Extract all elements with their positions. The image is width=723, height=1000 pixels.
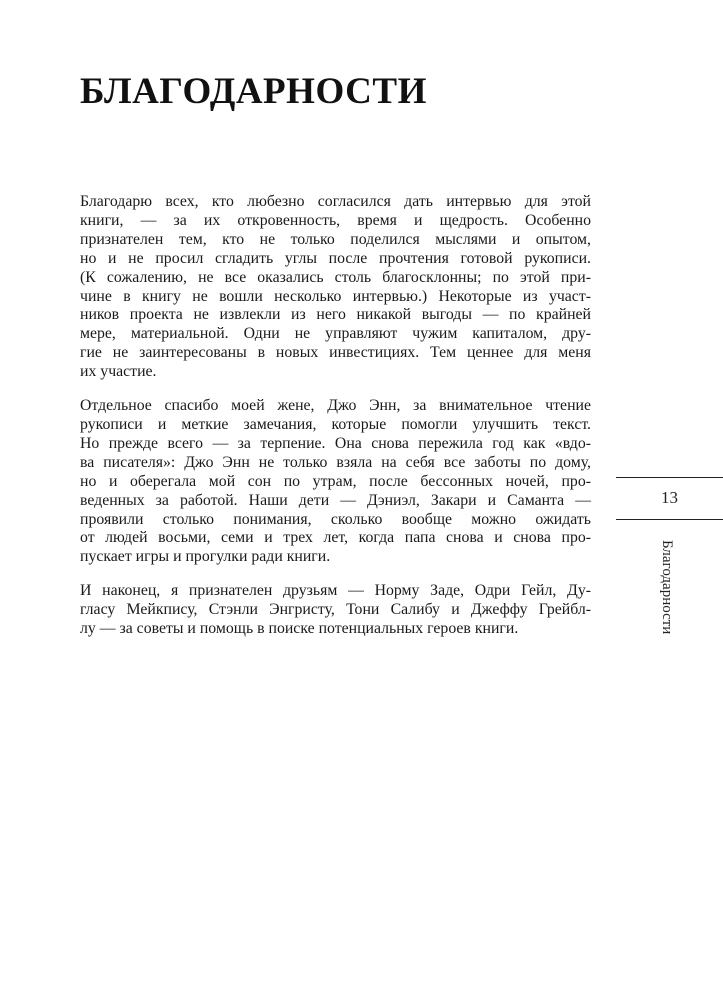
text-line: ва писателя»: Джо Энн не только взяла на себя все заботы по дому,: [80, 453, 591, 471]
text-line: проявили столько понимания, сколько вообще можно ожидать: [80, 510, 591, 528]
page-number-rule-top: [616, 477, 723, 478]
text-line: И наконец, я признателен друзьям — Норму Заде, Одри Гейл, Ду-: [80, 582, 591, 600]
text-line: лу — за советы и помощь в поиске потенциальных героев книги.: [80, 620, 519, 638]
text-line: чине в книгу не вошли несколько интервью.) Некоторые из участ-: [80, 287, 591, 305]
page-number-rule-bottom: [616, 519, 723, 520]
text-line: рукописи и меткие замечания, которые помогли улучшить текст.: [80, 415, 591, 433]
text-line: книги, — за их откровенность, время и щедрость. Особенно: [80, 211, 591, 229]
text-line: пускает игры и прогулки ради книги.: [80, 548, 331, 566]
page-number: 13: [661, 488, 678, 507]
text-line: но и не просил сгладить углы после прочтения готовой рукописи.: [80, 249, 591, 267]
text-line: гие не заинтересованы в новых инвестициях. Тем ценнее для меня: [80, 344, 591, 362]
text-line: Но прежде всего — за терпение. Она снова пережила год как «вдо-: [80, 434, 591, 452]
text-line: Отдельное спасибо моей жене, Джо Энн, за внимательное чтение: [80, 397, 591, 415]
text-line: от людей восьми, семи и трех лет, когда папа снова и снова про-: [80, 529, 591, 547]
text-line: (К сожалению, не все оказались столь благосклонны; по этой при-: [80, 268, 591, 286]
text-line: гласу Мейкпису, Стэнли Энгристу, Тони Салибу и Джеффу Грейбл-: [80, 601, 591, 619]
paragraph-1: [80, 193, 591, 382]
text-line: мере, материальной. Одни не управляют чужим капиталом, дру-: [80, 325, 591, 343]
text-line: их участие.: [80, 363, 157, 381]
running-head: Благодарности: [659, 540, 675, 635]
text-line: веденных за работой. Наши дети — Дэниэл, Закари и Саманта —: [80, 491, 591, 509]
text-line: признателен тем, кто не только поделился мыслями и опытом,: [80, 230, 591, 248]
paragraph-3: [80, 582, 591, 639]
text-line: но и оберегала мой сон по утрам, после бессонных ночей, про-: [80, 472, 591, 490]
body-text: [80, 193, 591, 654]
text-line: ников проекта не извлекли из него никакой выгоды — по крайней: [80, 306, 591, 324]
paragraph-2: [80, 397, 591, 567]
page-title: БЛАГОДАРНОСТИ: [80, 71, 427, 112]
text-line: Благодарю всех, кто любезно согласился дать интервью для этой: [80, 193, 591, 210]
